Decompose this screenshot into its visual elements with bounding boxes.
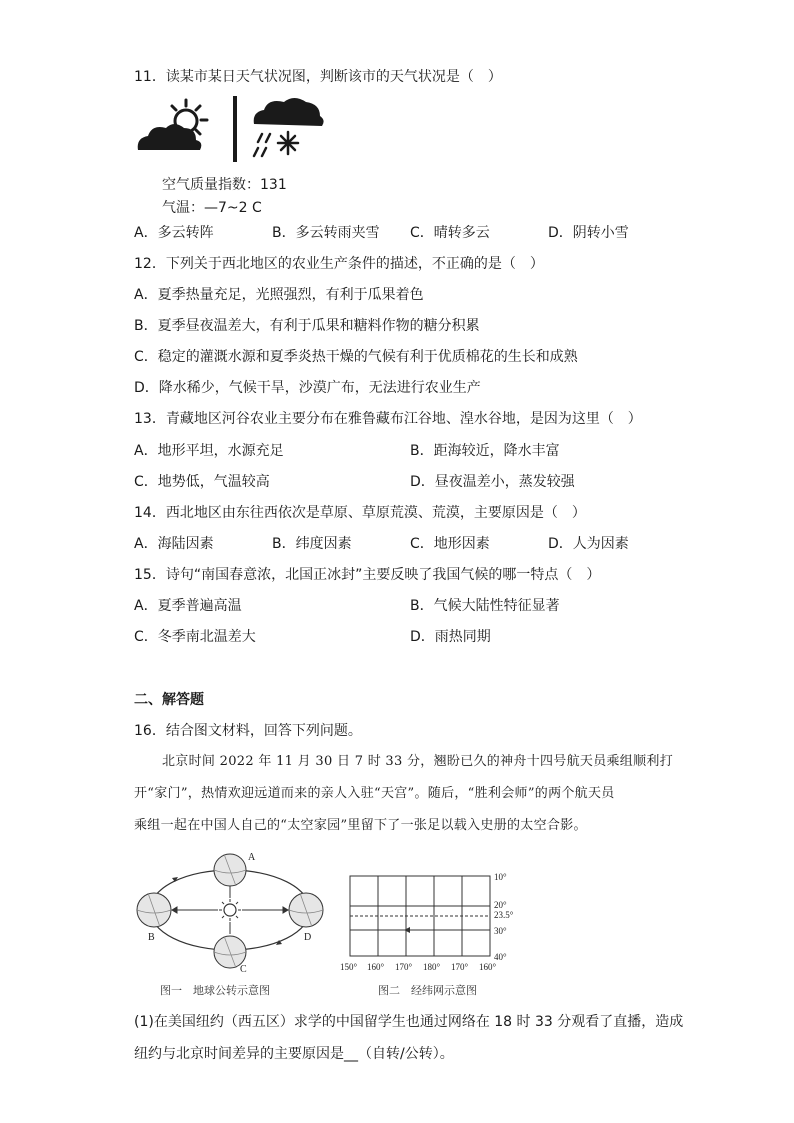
lat-label-20: 20°	[494, 900, 507, 910]
q13-option-d[interactable]: D．昼夜温差小，蒸发较强	[410, 474, 575, 490]
lon-label-170w: 170°	[395, 962, 413, 972]
q11-option-d[interactable]: D．阴转小雪	[548, 225, 629, 241]
q11-temperature: 气温：—7~2 C	[162, 200, 262, 216]
lon-label-160e: 160°	[479, 962, 497, 972]
sun-icon	[219, 899, 241, 921]
q15-option-c[interactable]: C．冬季南北温差大	[134, 629, 256, 645]
earth-revolution-diagram	[132, 848, 328, 974]
q16-sub1-line1: (1)在美国纽约（西五区）求学的中国留学生也通过网络在 18 时 33 分观看了直播，造成	[134, 1014, 684, 1030]
label-b: B	[148, 932, 155, 943]
q15-option-b[interactable]: B．气候大陆性特征显著	[410, 598, 560, 614]
lon-label-160w: 160°	[367, 962, 385, 972]
q13-option-c[interactable]: C．地势低，气温较高	[134, 474, 270, 490]
q16-sub1-line2: 纽约与北京时间差异的主要原因是__（自转/公转）。	[134, 1046, 454, 1062]
fig1-caption: 图一 地球公转示意图	[160, 984, 270, 997]
q15-option-d[interactable]: D．雨热同期	[410, 629, 491, 645]
label-a: A	[248, 852, 256, 863]
q11-option-c[interactable]: C．晴转多云	[410, 225, 490, 241]
q11-stem: 11．读某市某日天气状况图，判断该市的天气状况是（ ）	[134, 69, 502, 85]
q14-option-c[interactable]: C．地形因素	[410, 536, 490, 552]
q11-weather-figure	[134, 94, 334, 164]
lat-label-30: 30°	[494, 926, 507, 936]
q11-option-a[interactable]: A．多云转阵	[134, 225, 214, 241]
q14-option-d[interactable]: D．人为因素	[548, 536, 629, 552]
section-title: 二、解答题	[134, 692, 204, 708]
q11-aqi: 空气质量指数：131	[162, 177, 287, 193]
q12-option-b[interactable]: B．夏季昼夜温差大，有利于瓜果和糖料作物的糖分积累	[134, 318, 480, 334]
cloudy-sun-icon	[138, 100, 207, 150]
lat-label-23-5: 23.5°	[494, 910, 514, 920]
label-c: C	[240, 964, 247, 974]
q11-option-b[interactable]: B．多云转雨夹雪	[272, 225, 380, 241]
q14-option-b[interactable]: B．纬度因素	[272, 536, 352, 552]
q14-option-a[interactable]: A．海陆因素	[134, 536, 214, 552]
q16-material-line3: 乘组一起在中国人自己的“太空家园”里留下了一张足以载入史册的太空合影。	[134, 818, 587, 833]
q13-option-b[interactable]: B．距海较近，降水丰富	[410, 443, 560, 459]
lon-label-180: 180°	[423, 962, 441, 972]
q14-stem: 14．西北地区由东往西依次是草原、草原荒漠、荒漠，主要原因是（ ）	[134, 505, 586, 521]
q16-stem: 16．结合图文材料，回答下列问题。	[134, 723, 362, 739]
q12-stem: 12．下列关于西北地区的农业生产条件的描述，不正确的是（ ）	[134, 256, 544, 272]
lat-label-40: 40°	[494, 952, 507, 962]
q13-option-a[interactable]: A．地形平坦，水源充足	[134, 443, 284, 459]
lon-label-150: 150°	[340, 962, 358, 972]
rain-snow-icon	[254, 98, 324, 156]
lat-label-10: 10°	[494, 872, 507, 882]
q16-material-line1: 北京时间 2022 年 11 月 30 日 7 时 33 分，翘盼已久的神舟十四号航天员乘组顺利打	[162, 754, 674, 769]
lat-lon-grid-diagram	[334, 870, 524, 974]
q16-material-line2: 开“家门”，热情欢迎远道而来的亲人入驻“天宫”。随后，“胜利会师”的两个航天员	[134, 786, 615, 801]
label-d: D	[304, 932, 312, 943]
q12-option-c[interactable]: C．稳定的灌溉水源和夏季炎热干燥的气候有利于优质棉花的生长和成熟	[134, 349, 578, 365]
fig2-caption: 图二 经纬网示意图	[378, 984, 477, 997]
q12-option-a[interactable]: A．夏季热量充足，光照强烈，有利于瓜果着色	[134, 287, 424, 303]
q15-stem: 15．诗句“南国春意浓，北国正冰封”主要反映了我国气候的哪一特点（ ）	[134, 567, 601, 583]
q12-option-d[interactable]: D．降水稀少，气候干旱，沙漠广布，无法进行农业生产	[134, 380, 481, 396]
q13-stem: 13．青藏地区河谷农业主要分布在雅鲁藏布江谷地、湟水谷地，是因为这里（ ）	[134, 411, 642, 427]
q15-option-a[interactable]: A．夏季普遍高温	[134, 598, 242, 614]
lon-label-170e: 170°	[451, 962, 469, 972]
